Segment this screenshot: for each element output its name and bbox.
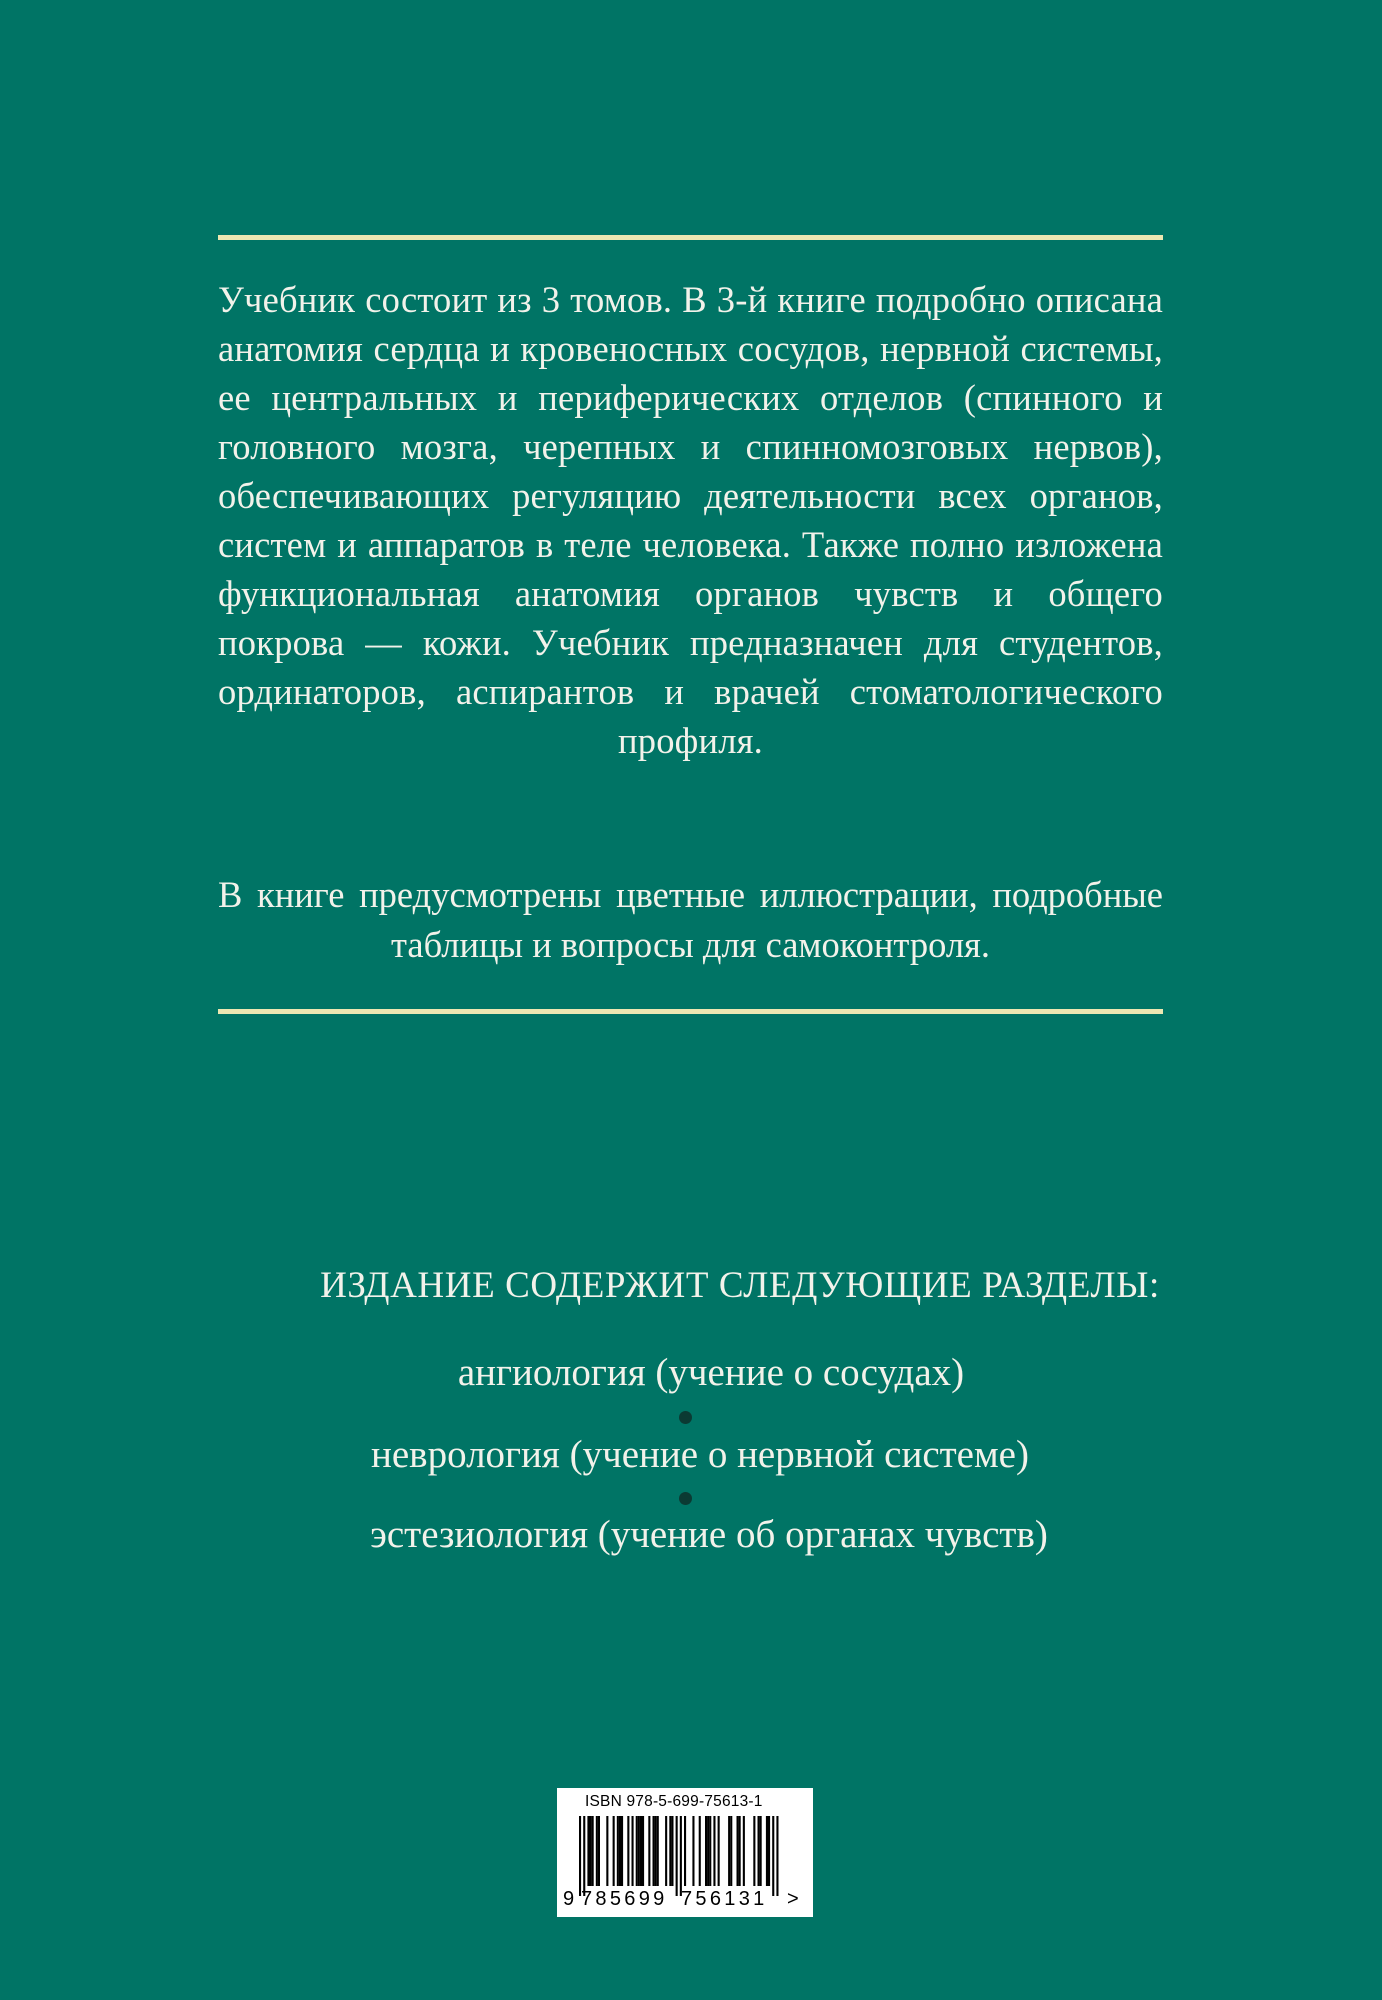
barcode-bar — [621, 1816, 623, 1886]
barcode-bar — [766, 1816, 768, 1886]
barcode-bar — [758, 1816, 760, 1886]
barcode-bar — [728, 1816, 730, 1886]
isbn-barcode-block — [557, 1788, 813, 1917]
ean-first-digit: 9 — [563, 1888, 575, 1910]
barcode-bar — [707, 1816, 709, 1886]
barcode-bar — [592, 1816, 594, 1886]
barcode-bar — [657, 1816, 659, 1886]
barcode-bar — [583, 1816, 585, 1896]
barcode-bar — [709, 1816, 711, 1886]
barcode-bar — [596, 1816, 598, 1886]
ean-right-digits: 756131 — [681, 1888, 768, 1910]
barcode-bar — [640, 1816, 642, 1886]
barcode-bar — [636, 1816, 638, 1886]
barcode-bar — [730, 1816, 732, 1886]
barcode-bar — [613, 1816, 615, 1886]
barcode-bar — [587, 1816, 589, 1886]
barcode-bar — [606, 1816, 608, 1886]
isbn-label: ISBN 978-5-699-75613-1 — [585, 1793, 763, 1810]
bullet-separator — [679, 1411, 692, 1424]
barcode-bar — [768, 1816, 770, 1886]
section-item-angiology: ангиология (учение о сосудах) — [457, 1351, 965, 1394]
barcode-bar — [699, 1816, 701, 1886]
barcode-bar — [739, 1816, 741, 1886]
barcode-bar — [653, 1816, 655, 1886]
section-item-esthesiology: эстезиология (учение об органах чувств) — [370, 1513, 1048, 1556]
barcode-bar — [760, 1816, 762, 1886]
barcode-bar — [772, 1816, 774, 1896]
barcode-bar — [579, 1816, 581, 1896]
contents-heading: ИЗДАНИЕ СОДЕРЖИТ СЛЕДУЮЩИЕ РАЗДЕЛЫ: — [320, 1265, 1160, 1306]
barcode-bar — [648, 1816, 650, 1886]
barcode-bar — [743, 1816, 745, 1886]
top-decorative-rule — [218, 235, 1163, 240]
book-description: Учебник состоит из 3 томов. В 3-й книге подробно описана анатомия сердца и кровеносных сосудов, нервной системы, ее центральных и периферических отделов (спинного и головного мозга, черепных и спинномозговых нервов), обеспечивающих регуляцию деятельности всех органов, систем и аппаратов в теле человека. Также полно изложена функциональная анатомия органов чувств и общего покрова — кожи. Учебник предназначен для студентов, ординаторов, аспирантов и врачей стоматологического профиля. — [218, 279, 1163, 761]
section-item-neurology: неврология (учение о нервной системе) — [371, 1433, 1029, 1476]
barcode-bar — [669, 1816, 671, 1886]
barcode-bar — [665, 1816, 667, 1886]
bullet-separator — [679, 1492, 692, 1505]
barcode-bar — [638, 1816, 640, 1886]
barcode-bar — [692, 1816, 694, 1886]
barcode-bar — [705, 1816, 707, 1886]
barcode-bar — [676, 1816, 678, 1896]
barcode-bar — [617, 1816, 619, 1886]
barcode-bar — [737, 1816, 739, 1886]
barcode-bar — [718, 1816, 720, 1886]
barcode-bar — [619, 1816, 621, 1886]
barcode-bar — [627, 1816, 629, 1886]
barcode-bar — [753, 1816, 755, 1886]
barcode-bar — [713, 1816, 715, 1886]
barcode-bar — [642, 1816, 644, 1886]
barcode-bar — [776, 1816, 778, 1896]
barcode-bar — [680, 1816, 682, 1896]
ean-left-digits: 785699 — [581, 1888, 668, 1910]
book-features-note: В книге предусмотрены цветные иллюстрации, подробные таблицы и вопросы для самоконтроля. — [218, 874, 1163, 965]
barcode-bar — [671, 1816, 673, 1886]
barcode-bar — [598, 1816, 600, 1886]
barcode-bar — [590, 1816, 592, 1886]
barcode-bar — [655, 1816, 657, 1886]
barcode-bar — [684, 1816, 686, 1886]
barcode-bar — [632, 1816, 634, 1886]
bottom-decorative-rule — [218, 1009, 1163, 1014]
ean-quiet-zone-arrow: > — [787, 1888, 799, 1910]
